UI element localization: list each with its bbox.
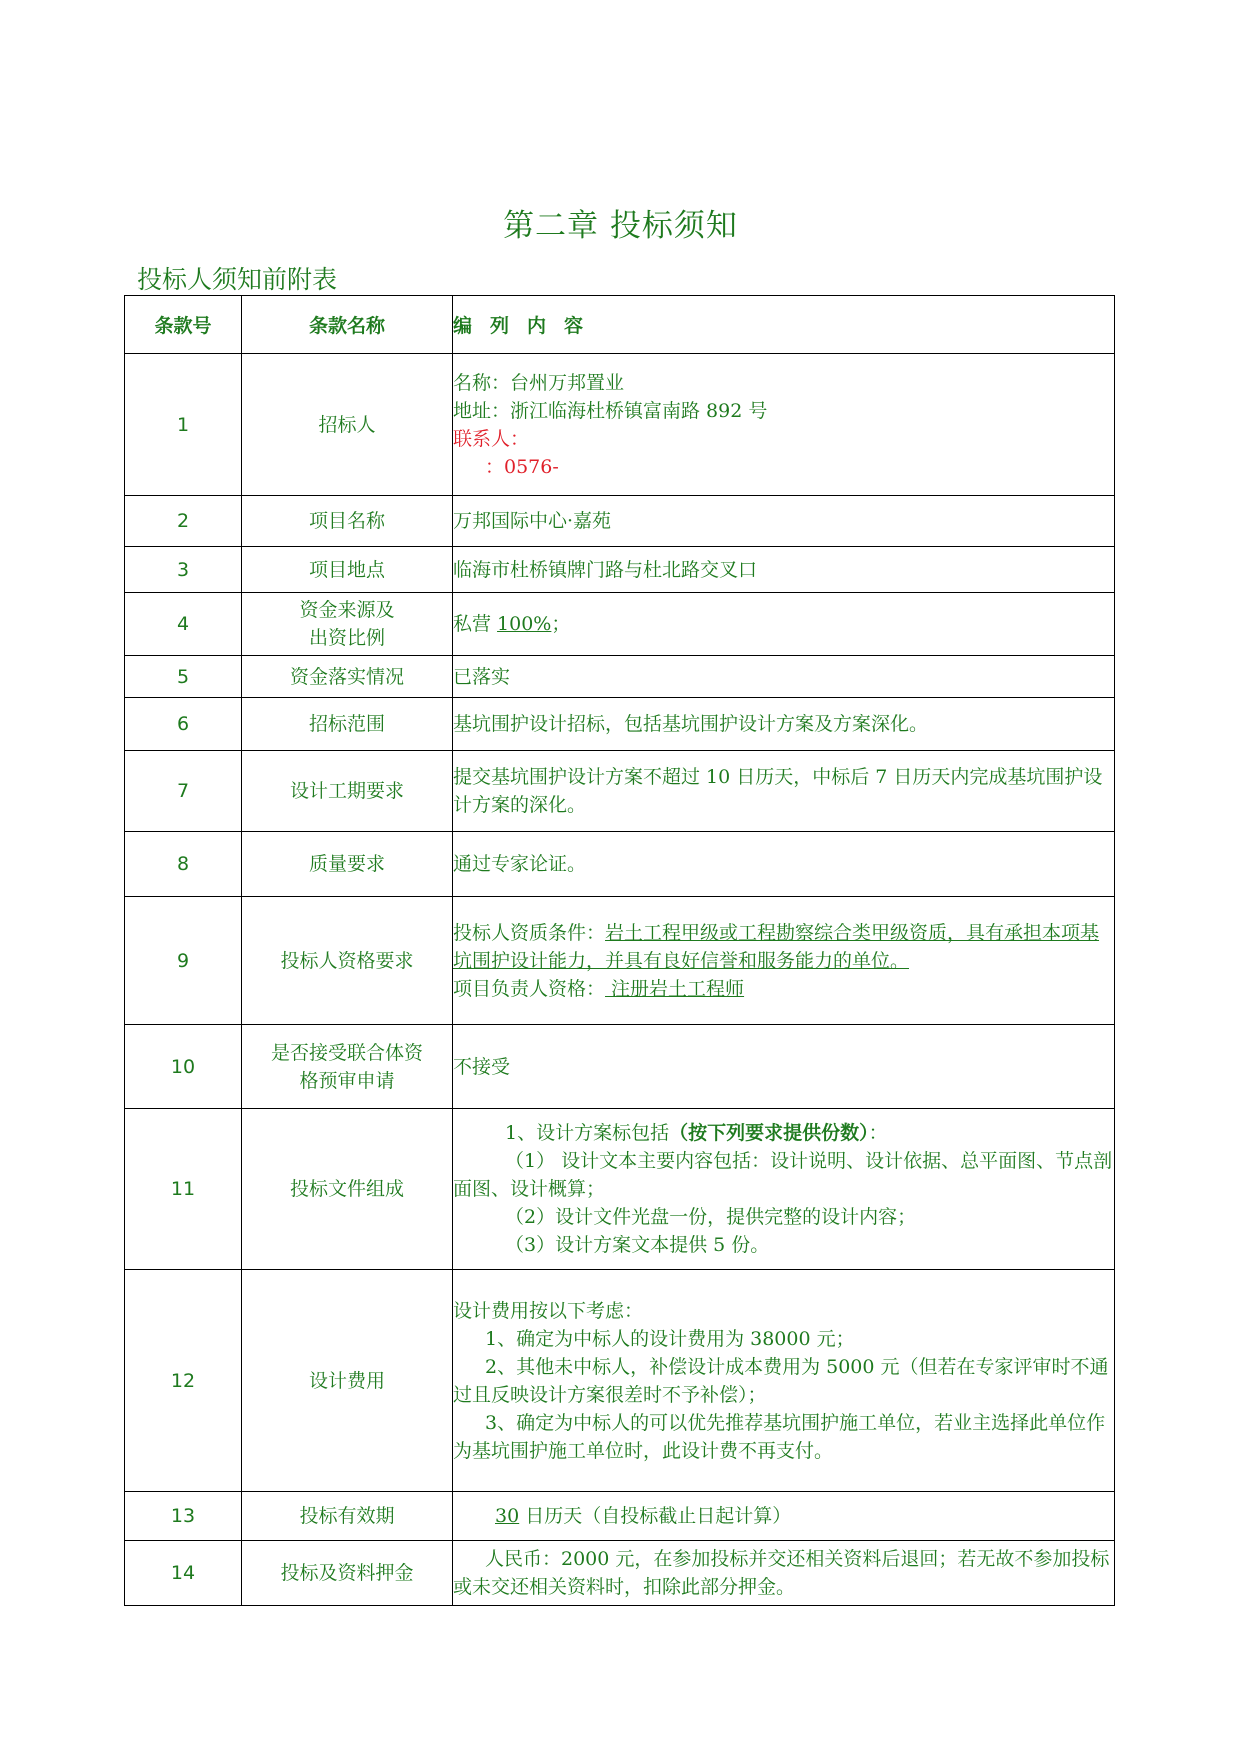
bid-docs-colon: ： — [868, 1122, 888, 1144]
clause-content: 临海市杜桥镇牌门路与杜北路交叉口 — [453, 547, 1115, 593]
table-row — [125, 1025, 1115, 1109]
clause-number: 11 — [125, 1109, 242, 1270]
tenderer-name: 名称：台州万邦置业 — [453, 371, 625, 394]
contact-phone: ：0576- — [485, 455, 559, 478]
fee-intro: 设计费用按以下考虑： — [453, 1299, 644, 1322]
validity-text: 日历天（自投标截止日起计算） — [519, 1505, 792, 1527]
clause-content: 通过专家论证。 — [453, 832, 1115, 897]
header-content: 编列内容 — [453, 296, 1115, 354]
bid-docs-line-2: （1） 设计文本主要内容包括：设计说明、设计依据、总平面图、节点剖面图、设计概算； — [453, 1150, 1113, 1200]
qualification-label: 投标人资质条件： — [453, 921, 606, 944]
clause-number: 3 — [125, 547, 242, 593]
clause-number: 10 — [125, 1025, 242, 1109]
qualification-text: 岩土工程甲级或工程勘察综合类甲级资质，具有承担本项基坑围护设计能力，并具有良好信誉和服务能力的单位。 — [453, 921, 1100, 972]
clause-content — [453, 897, 1115, 1025]
clause-number: 14 — [125, 1541, 242, 1606]
clause-name: 质量要求 — [242, 832, 453, 897]
clause-content — [453, 1492, 1115, 1541]
clause-number: 9 — [125, 897, 242, 1025]
clause-name: 招标人 — [242, 354, 453, 496]
clause-content — [453, 354, 1115, 496]
fee-item-1: 1、确定为中标人的设计费用为 38000 元； — [485, 1327, 855, 1350]
project-manager-label: 项目负责人资格： — [453, 977, 606, 1000]
clause-content: 基坑围护设计招标，包括基坑围护设计方案及方案深化。 — [453, 698, 1115, 751]
clause-content: 人民币：2000 元，在参加投标并交还相关资料后退回；若无故不参加投标或未交还相关资料时，扣除此部分押金。 — [453, 1541, 1115, 1606]
funding-percent: 100% — [497, 613, 552, 635]
bid-docs-line-3: （2）设计文件光盘一份，提供完整的设计内容； — [505, 1206, 917, 1228]
instructions-table — [124, 295, 1115, 1606]
clause-content — [453, 1270, 1115, 1492]
chapter-title: 第二章 投标须知 — [503, 208, 738, 244]
table-header-row — [125, 296, 1115, 354]
clause-name — [242, 593, 453, 656]
clause-number: 7 — [125, 751, 242, 832]
table-row — [125, 1492, 1115, 1541]
table-row — [125, 751, 1115, 832]
clause-content — [453, 1109, 1115, 1270]
clause-name: 资金落实情况 — [242, 656, 453, 698]
clause-content: 万邦国际中心·嘉苑 — [453, 496, 1115, 547]
clause-number: 6 — [125, 698, 242, 751]
bid-docs-intro: 1、设计方案标包括 — [505, 1122, 670, 1144]
table-row — [125, 496, 1115, 547]
fee-item-2: 2、其他未中标人，补偿设计成本费用为 5000 元（但若在专家评审时不通过且反映设计方案很差时不予补偿）； — [453, 1355, 1109, 1406]
clause-number: 5 — [125, 656, 242, 698]
clause-content: 已落实 — [453, 656, 1115, 698]
clause-number: 12 — [125, 1270, 242, 1492]
fee-item-3: 3、确定为中标人的可以优先推荐基坑围护施工单位，若业主选择此单位作为基坑围护施工单位时，此设计费不再支付。 — [453, 1411, 1106, 1462]
clause-number: 4 — [125, 593, 242, 656]
bid-docs-emphasis: （按下列要求提供份数） — [669, 1122, 869, 1144]
clause-name: 投标人资格要求 — [242, 897, 453, 1025]
clause-name: 设计工期要求 — [242, 751, 453, 832]
clause-content: 提交基坑围护设计方案不超过 10 日历天，中标后 7 日历天内完成基坑围护设计方案的深化。 — [453, 751, 1115, 832]
table-row — [125, 897, 1115, 1025]
project-manager-text: 注册岩土工程师 — [605, 977, 745, 1000]
clause-name: 设计费用 — [242, 1270, 453, 1492]
table-row — [125, 656, 1115, 698]
table-row — [125, 354, 1115, 496]
tenderer-address: 地址：浙江临海杜桥镇富南路 892 号 — [453, 399, 768, 422]
clause-name-line: 是否接受联合体资 — [270, 1041, 423, 1064]
clause-name: 项目地点 — [242, 547, 453, 593]
table-row — [125, 832, 1115, 897]
contact-label: 联系人： — [453, 427, 530, 450]
clause-name-line: 格预审申请 — [299, 1069, 395, 1092]
clause-name-line: 资金来源及 — [299, 599, 395, 621]
clause-name: 项目名称 — [242, 496, 453, 547]
clause-number: 8 — [125, 832, 242, 897]
funding-suffix: ； — [551, 613, 571, 635]
clause-number: 13 — [125, 1492, 242, 1541]
validity-days: 30 — [495, 1505, 520, 1527]
clause-name-line: 出资比例 — [308, 627, 385, 649]
clause-number: 2 — [125, 496, 242, 547]
clause-content: 不接受 — [453, 1025, 1115, 1109]
table-row — [125, 1109, 1115, 1270]
clause-content — [453, 593, 1115, 656]
header-clause-no: 条款号 — [125, 296, 242, 354]
clause-number: 1 — [125, 354, 242, 496]
clause-name: 投标文件组成 — [242, 1109, 453, 1270]
funding-prefix: 私营 — [453, 613, 498, 635]
clause-name: 投标及资料押金 — [242, 1541, 453, 1606]
table-row — [125, 1270, 1115, 1492]
table-row — [125, 698, 1115, 751]
table-row — [125, 593, 1115, 656]
table-row — [125, 1541, 1115, 1606]
bid-docs-line-4: （3）设计方案文本提供 5 份。 — [505, 1234, 770, 1256]
bid-docs-line-1 — [453, 1119, 1114, 1147]
clause-name: 投标有效期 — [242, 1492, 453, 1541]
table-row — [125, 547, 1115, 593]
clause-name — [242, 1025, 453, 1109]
clause-name: 招标范围 — [242, 698, 453, 751]
project-manager-line — [453, 975, 1114, 1003]
header-clause-name: 条款名称 — [242, 296, 453, 354]
table-title: 投标人须知前附表 — [137, 265, 338, 294]
